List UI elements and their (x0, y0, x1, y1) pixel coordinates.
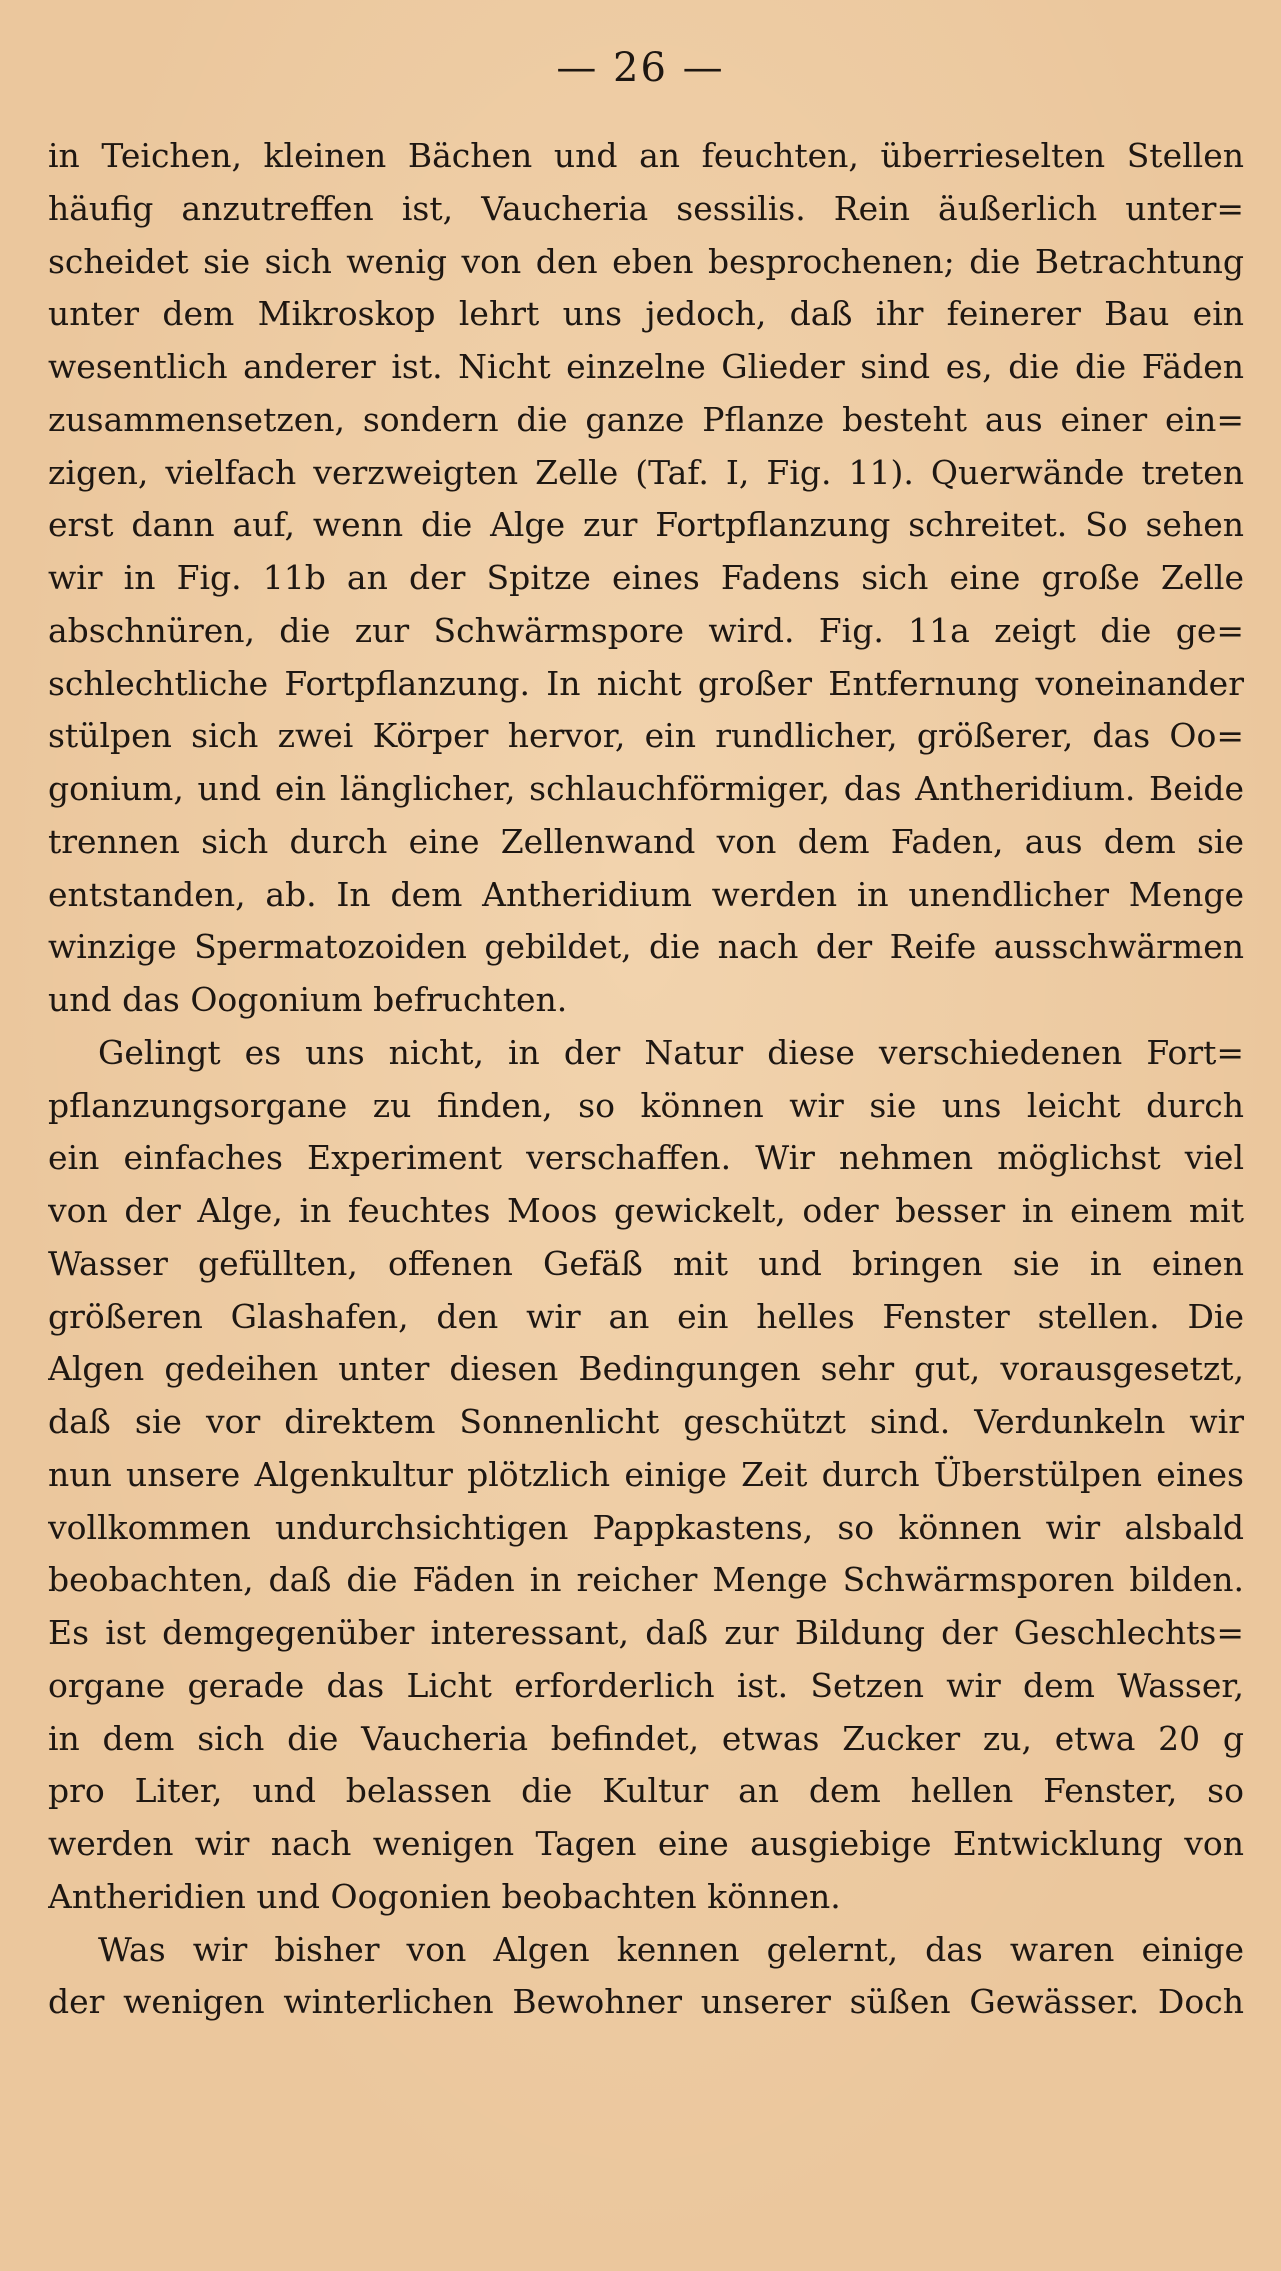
text-line: daß sie vor direktem Sonnenlicht geschützt sind. Verdunkeln wir (48, 1402, 1244, 1441)
text-line: wir in Fig. 11b an der Spitze eines Fadens sich eine große Zelle (48, 558, 1244, 597)
body-text (48, 130, 1244, 2029)
text-line: entstanden, ab. In dem Antheridium werden in unendlicher Menge (48, 874, 1244, 914)
text-line: erst dann auf, wenn die Alge zur Fortpflanzung schreitet. So sehen (48, 505, 1244, 545)
text-line: ein einfaches Experiment verschaffen. Wir nehmen möglichst viel (48, 1138, 1244, 1178)
text-line: Antheridien und Oogonien beobachten können. (48, 1876, 841, 1916)
text-line: häufig anzutreffen ist, Vaucheria sessilis. Rein äußerlich unter= (48, 188, 1244, 228)
text-line: in dem sich die Vaucheria befindet, etwas Zucker zu, etwa 20 g (48, 1718, 1244, 1758)
text-line: zigen, vielfach verzweigten Zelle (Taf. I, Fig. 11). Querwände treten (48, 452, 1244, 492)
page-number: — 26 — (556, 45, 725, 91)
text-line: Es ist demgegenüber interessant, daß zur Bildung der Geschlechts= (48, 1613, 1244, 1652)
text-line: winzige Spermatozoiden gebildet, die nach der Reife ausschwärmen (48, 927, 1244, 967)
text-line: organe gerade das Licht erforderlich ist. Setzen wir dem Wasser, (48, 1665, 1244, 1705)
text-line: vollkommen undurchsichtigen Pappkastens, so können wir alsbald (48, 1507, 1244, 1547)
text-line: schlechtliche Fortpflanzung. In nicht großer Entfernung voneinander (48, 663, 1244, 703)
text-line: und das Oogonium befruchten. (48, 980, 568, 1019)
text-line: stülpen sich zwei Körper hervor, ein rundlicher, größerer, das Oo= (48, 716, 1244, 756)
text-line: Wasser gefüllten, offenen Gefäß mit und bringen sie in einen (48, 1243, 1244, 1283)
paragraph-2 (48, 1027, 1244, 1924)
text-line: pflanzungsorgane zu finden, so können wir sie uns leicht durch (48, 1085, 1244, 1125)
text-line: von der Alge, in feuchtes Moos gewickelt, oder besser in einem mit (48, 1191, 1244, 1230)
text-line: wesentlich anderer ist. Nicht einzelne Glieder sind es, die die Fäden (48, 347, 1244, 386)
text-line: beobachten, daß die Fäden in reicher Menge Schwärmsporen bilden. (48, 1560, 1244, 1600)
text-line: Was wir bisher von Algen kennen gelernt, das waren einige (98, 1929, 1244, 1969)
text-line: werden wir nach wenigen Tagen eine ausgiebige Entwicklung von (48, 1824, 1244, 1863)
text-line: größeren Glashafen, den wir an ein helles Fenster stellen. Die (48, 1296, 1244, 1336)
paragraph-3 (48, 1924, 1244, 2030)
text-line: Gelingt es uns nicht, in der Natur diese verschiedenen Fort= (98, 1032, 1244, 1072)
text-line: abschnüren, die zur Schwärmspore wird. Fig. 11a zeigt die ge= (48, 610, 1244, 650)
paragraph-1 (48, 130, 1244, 1027)
text-line: zusammensetzen, sondern die ganze Pflanze besteht aus einer ein= (48, 399, 1244, 439)
text-line: Algen gedeihen unter diesen Bedingungen sehr gut, vorausgesetzt, (48, 1349, 1244, 1389)
text-line: pro Liter, und belassen die Kultur an dem hellen Fenster, so (48, 1771, 1244, 1811)
text-line: trennen sich durch eine Zellenwand von dem Faden, aus dem sie (48, 821, 1244, 861)
text-line: in Teichen, kleinen Bächen und an feuchten, überrieselten Stellen (48, 136, 1244, 175)
text-line: der wenigen winterlichen Bewohner unserer süßen Gewässer. Doch (48, 1982, 1244, 2022)
text-line: gonium, und ein länglicher, schlauchförmiger, das Antheridium. Beide (48, 769, 1244, 808)
text-line: scheidet sie sich wenig von den eben besprochenen; die Betrachtung (48, 241, 1244, 281)
text-line: unter dem Mikroskop lehrt uns jedoch, daß ihr feinerer Bau ein (48, 294, 1244, 334)
text-line: nun unsere Algenkultur plötzlich einige Zeit durch Überstülpen eines (48, 1454, 1244, 1494)
